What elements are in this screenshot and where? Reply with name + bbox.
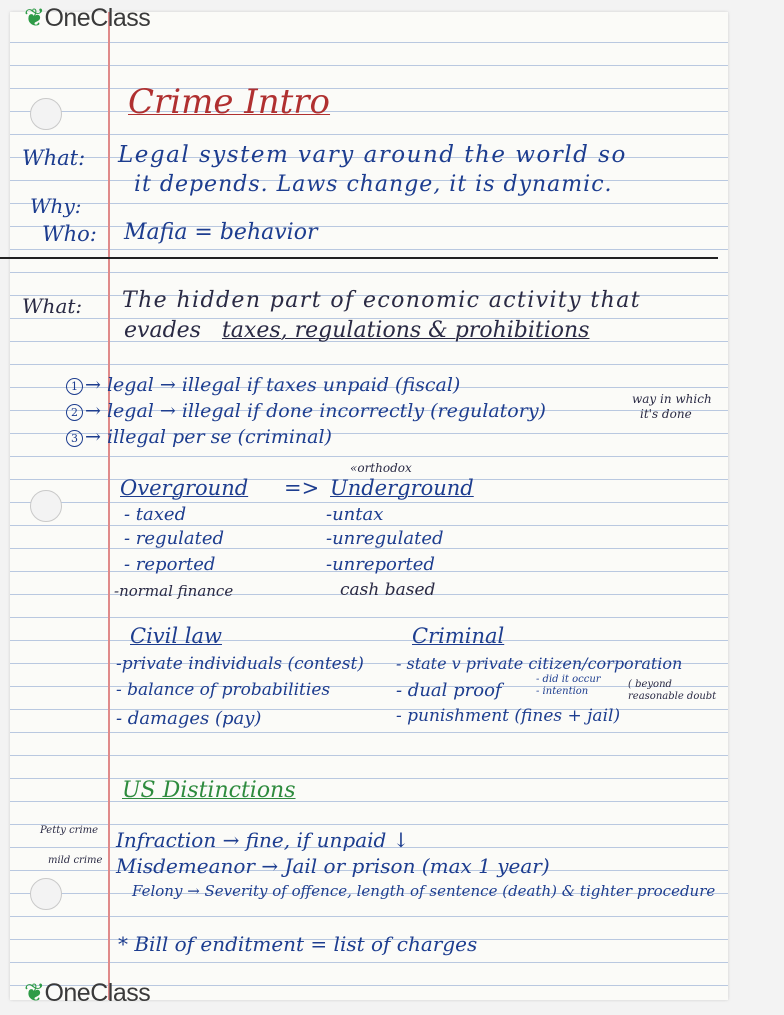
binder-hole — [30, 98, 62, 130]
definition-line-1: The hidden part of economic activity that — [122, 288, 641, 313]
what-label: What: — [22, 146, 86, 170]
overground-item: - taxed — [124, 504, 187, 525]
leaf-icon: ❦ — [24, 979, 45, 1007]
binder-hole — [30, 878, 62, 910]
definition-terms: taxes, regulations & prohibitions — [221, 318, 590, 343]
binder-hole — [30, 490, 62, 522]
criminal-item-2: - dual proof — [396, 680, 502, 701]
page-title: Crime Intro — [128, 82, 331, 122]
civil-law-heading: Civil law — [130, 624, 222, 648]
leaf-icon: ❦ — [24, 4, 45, 32]
overground-item: - regulated — [124, 528, 225, 549]
petty-crime-label: Petty crime — [40, 825, 99, 836]
underground-item: -untax — [326, 504, 384, 525]
bill-note: * Bill of enditment = list of charges — [118, 932, 478, 956]
type-row-1 — [66, 374, 460, 396]
definition-evades: evades — [124, 318, 201, 343]
margin-line — [108, 12, 110, 1000]
criminal-note-2: - intention — [536, 686, 589, 697]
type-row-3 — [66, 426, 332, 448]
oneclass-logo-bottom: ❦OneClass — [24, 979, 151, 1007]
type-row-2 — [66, 400, 546, 422]
criminal-note-1: - did it occur — [536, 674, 601, 685]
underground-note: «orthodox — [350, 461, 412, 475]
civil-item: -private individuals (contest) — [116, 654, 364, 674]
section-divider — [0, 257, 718, 259]
oneclass-logo-top: ❦OneClass — [24, 4, 151, 32]
distinction-row: Misdemeanor → Jail or prison (max 1 year) — [116, 854, 550, 878]
what-line-1: Legal system vary around the world so — [118, 142, 627, 168]
overground-item: - reported — [124, 554, 216, 575]
what-line-2: it depends. Laws change, it is dynamic. — [134, 172, 613, 197]
why-label: Why: — [30, 194, 82, 218]
criminal-aside: ( beyond reasonable doubt — [628, 679, 717, 702]
criminal-item-3: - punishment (fines + jail) — [396, 706, 621, 726]
type-text: → legal → illegal if done incorrectly (regulatory) — [85, 400, 546, 422]
who-label: Who: — [42, 222, 97, 246]
number-badge: 2 — [66, 404, 83, 421]
type-note-line-2: it's done — [640, 407, 692, 421]
criminal-item-1: - state v private citizen/corporation — [396, 654, 683, 673]
underground-item: -unregulated — [326, 528, 444, 549]
underground-item: -unreported — [326, 554, 435, 575]
number-badge: 3 — [66, 430, 83, 447]
number-badge: 1 — [66, 378, 83, 395]
underground-item: cash based — [340, 580, 436, 600]
distinction-row: Felony → Severity of offence, length of sentence (death) & tighter procedure — [132, 882, 716, 900]
us-distinctions-heading: US Distinctions — [122, 778, 296, 803]
civil-item: - balance of probabilities — [116, 680, 331, 700]
type-text: → illegal per se (criminal) — [85, 426, 332, 448]
distinction-row: Infraction → fine, if unpaid ↓ — [116, 828, 410, 852]
type-note-line-1: way in which — [632, 392, 712, 406]
civil-item: - damages (pay) — [116, 708, 262, 729]
definition-line-2 — [124, 318, 589, 343]
criminal-heading: Criminal — [412, 624, 505, 648]
who-text: Mafia = behavior — [124, 220, 318, 245]
economy-arrow: => — [284, 476, 320, 500]
underground-heading: Underground — [330, 476, 474, 500]
definition-what-label: What: — [22, 294, 83, 318]
overground-item: -normal finance — [114, 582, 234, 600]
type-text: → legal → illegal if taxes unpaid (fiscal) — [85, 374, 461, 396]
mild-crime-label: mild crime — [48, 855, 103, 866]
overground-heading: Overground — [120, 476, 249, 500]
